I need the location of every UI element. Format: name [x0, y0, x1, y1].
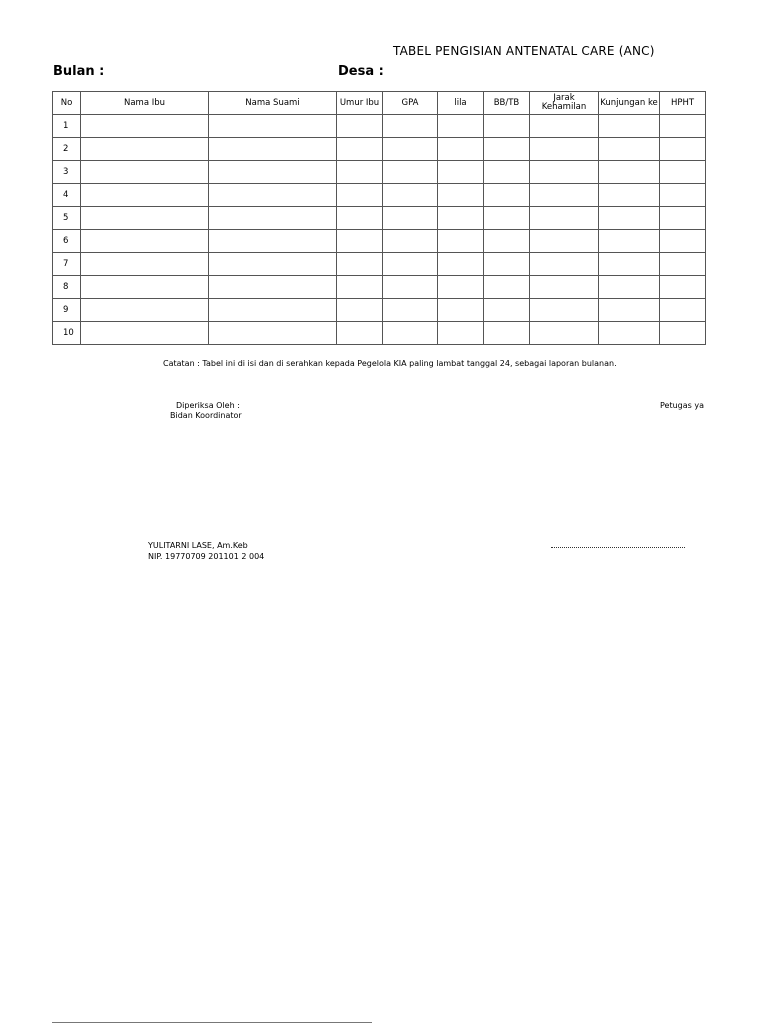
table-cell	[484, 161, 530, 184]
table-cell	[337, 276, 383, 299]
header-lila: lila	[438, 92, 484, 115]
table-cell	[660, 322, 706, 345]
row-number: 6	[53, 230, 81, 253]
row-number: 9	[53, 299, 81, 322]
table-cell	[484, 253, 530, 276]
checked-by-label: Diperiksa Oleh :	[176, 401, 240, 410]
table-cell	[383, 299, 438, 322]
table-cell	[81, 184, 209, 207]
table-cell	[438, 207, 484, 230]
table-cell	[81, 299, 209, 322]
row-number: 5	[53, 207, 81, 230]
table-cell	[209, 161, 337, 184]
table-cell	[81, 276, 209, 299]
header-jarak-kehamilan: Jarak Kehamilan	[530, 92, 599, 115]
table-cell	[209, 253, 337, 276]
header-umur-ibu: Umur Ibu	[337, 92, 383, 115]
table-row	[53, 253, 706, 276]
officer-label: Petugas ya	[660, 401, 704, 410]
table-cell	[484, 299, 530, 322]
page-bottom-divider	[52, 1022, 372, 1023]
table-cell	[530, 207, 599, 230]
header-hpht: HPHT	[660, 92, 706, 115]
table-cell	[209, 115, 337, 138]
table-row	[53, 276, 706, 299]
table-cell	[484, 115, 530, 138]
header-bb-tb: BB/TB	[484, 92, 530, 115]
table-cell	[599, 322, 660, 345]
table-cell	[530, 115, 599, 138]
table-row	[53, 299, 706, 322]
table-row	[53, 161, 706, 184]
table-cell	[530, 276, 599, 299]
table-header-row	[53, 92, 706, 115]
signer-name: YULITARNI LASE, Am.Keb	[148, 541, 248, 550]
row-number: 7	[53, 253, 81, 276]
table-cell	[337, 161, 383, 184]
anc-table	[52, 91, 706, 345]
note-text: Catatan : Tabel ini di isi dan di serahkan kepada Pegelola KIA paling lambat tanggal 24, sebagai laporan bulanan.	[163, 359, 617, 368]
table-cell	[337, 299, 383, 322]
table-cell	[337, 115, 383, 138]
table-cell	[660, 276, 706, 299]
table-cell	[530, 299, 599, 322]
table-cell	[438, 276, 484, 299]
table-row	[53, 138, 706, 161]
table-cell	[484, 138, 530, 161]
table-cell	[383, 184, 438, 207]
table-cell	[81, 230, 209, 253]
table-cell	[383, 276, 438, 299]
table-cell	[438, 230, 484, 253]
table-cell	[81, 161, 209, 184]
table-cell	[81, 207, 209, 230]
table-cell	[209, 276, 337, 299]
table-cell	[660, 299, 706, 322]
table-row	[53, 207, 706, 230]
table-row	[53, 322, 706, 345]
table-row	[53, 115, 706, 138]
row-number: 8	[53, 276, 81, 299]
table-cell	[484, 230, 530, 253]
header-nama-ibu: Nama Ibu	[81, 92, 209, 115]
table-cell	[383, 322, 438, 345]
table-cell	[438, 253, 484, 276]
table-cell	[81, 115, 209, 138]
table-cell	[599, 161, 660, 184]
table-cell	[209, 322, 337, 345]
table-cell	[530, 230, 599, 253]
table-cell	[209, 184, 337, 207]
table-cell	[599, 184, 660, 207]
table-cell	[438, 322, 484, 345]
table-cell	[438, 161, 484, 184]
table-cell	[599, 299, 660, 322]
table-cell	[660, 115, 706, 138]
table-cell	[660, 253, 706, 276]
header-no: No	[53, 92, 81, 115]
table-cell	[383, 138, 438, 161]
table-cell	[660, 161, 706, 184]
bulan-label: Bulan :	[53, 64, 105, 79]
table-cell	[383, 161, 438, 184]
table-cell	[383, 207, 438, 230]
table-cell	[530, 138, 599, 161]
table-cell	[209, 299, 337, 322]
table-cell	[484, 322, 530, 345]
table-cell	[484, 184, 530, 207]
table-cell	[438, 184, 484, 207]
table-cell	[530, 184, 599, 207]
table-row	[53, 184, 706, 207]
table-cell	[599, 253, 660, 276]
table-cell	[383, 115, 438, 138]
row-number: 10	[53, 322, 81, 345]
desa-label: Desa :	[338, 64, 384, 79]
table-cell	[209, 207, 337, 230]
signer-nip: NIP. 19770709 201101 2 004	[148, 552, 265, 561]
table-cell	[599, 207, 660, 230]
table-cell	[530, 161, 599, 184]
table-cell	[599, 115, 660, 138]
table-cell	[383, 253, 438, 276]
table-cell	[209, 230, 337, 253]
row-number: 2	[53, 138, 81, 161]
table-cell	[660, 207, 706, 230]
table-cell	[660, 138, 706, 161]
table-cell	[81, 253, 209, 276]
table-cell	[438, 299, 484, 322]
header-nama-suami: Nama Suami	[209, 92, 337, 115]
table-cell	[530, 322, 599, 345]
table-cell	[81, 138, 209, 161]
table-cell	[81, 322, 209, 345]
table-cell	[484, 207, 530, 230]
table-cell	[337, 184, 383, 207]
table-cell	[660, 184, 706, 207]
table-cell	[337, 138, 383, 161]
row-number: 4	[53, 184, 81, 207]
table-cell	[438, 115, 484, 138]
table-cell	[337, 230, 383, 253]
table-row	[53, 230, 706, 253]
table-cell	[337, 322, 383, 345]
row-number: 3	[53, 161, 81, 184]
header-kunjungan-ke: Kunjungan ke	[599, 92, 660, 115]
table-cell	[530, 253, 599, 276]
table-cell	[209, 138, 337, 161]
table-cell	[599, 230, 660, 253]
checked-role-label: Bidan Koordinator	[170, 411, 242, 420]
row-number: 1	[53, 115, 81, 138]
header-gpa: GPA	[383, 92, 438, 115]
table-cell	[383, 230, 438, 253]
page-title: TABEL PENGISIAN ANTENATAL CARE (ANC)	[393, 44, 655, 58]
table-cell	[438, 138, 484, 161]
table-cell	[660, 230, 706, 253]
table-cell	[337, 207, 383, 230]
table-cell	[599, 138, 660, 161]
table-cell	[484, 276, 530, 299]
table-cell	[337, 253, 383, 276]
table-cell	[599, 276, 660, 299]
officer-signature-line	[551, 543, 685, 548]
